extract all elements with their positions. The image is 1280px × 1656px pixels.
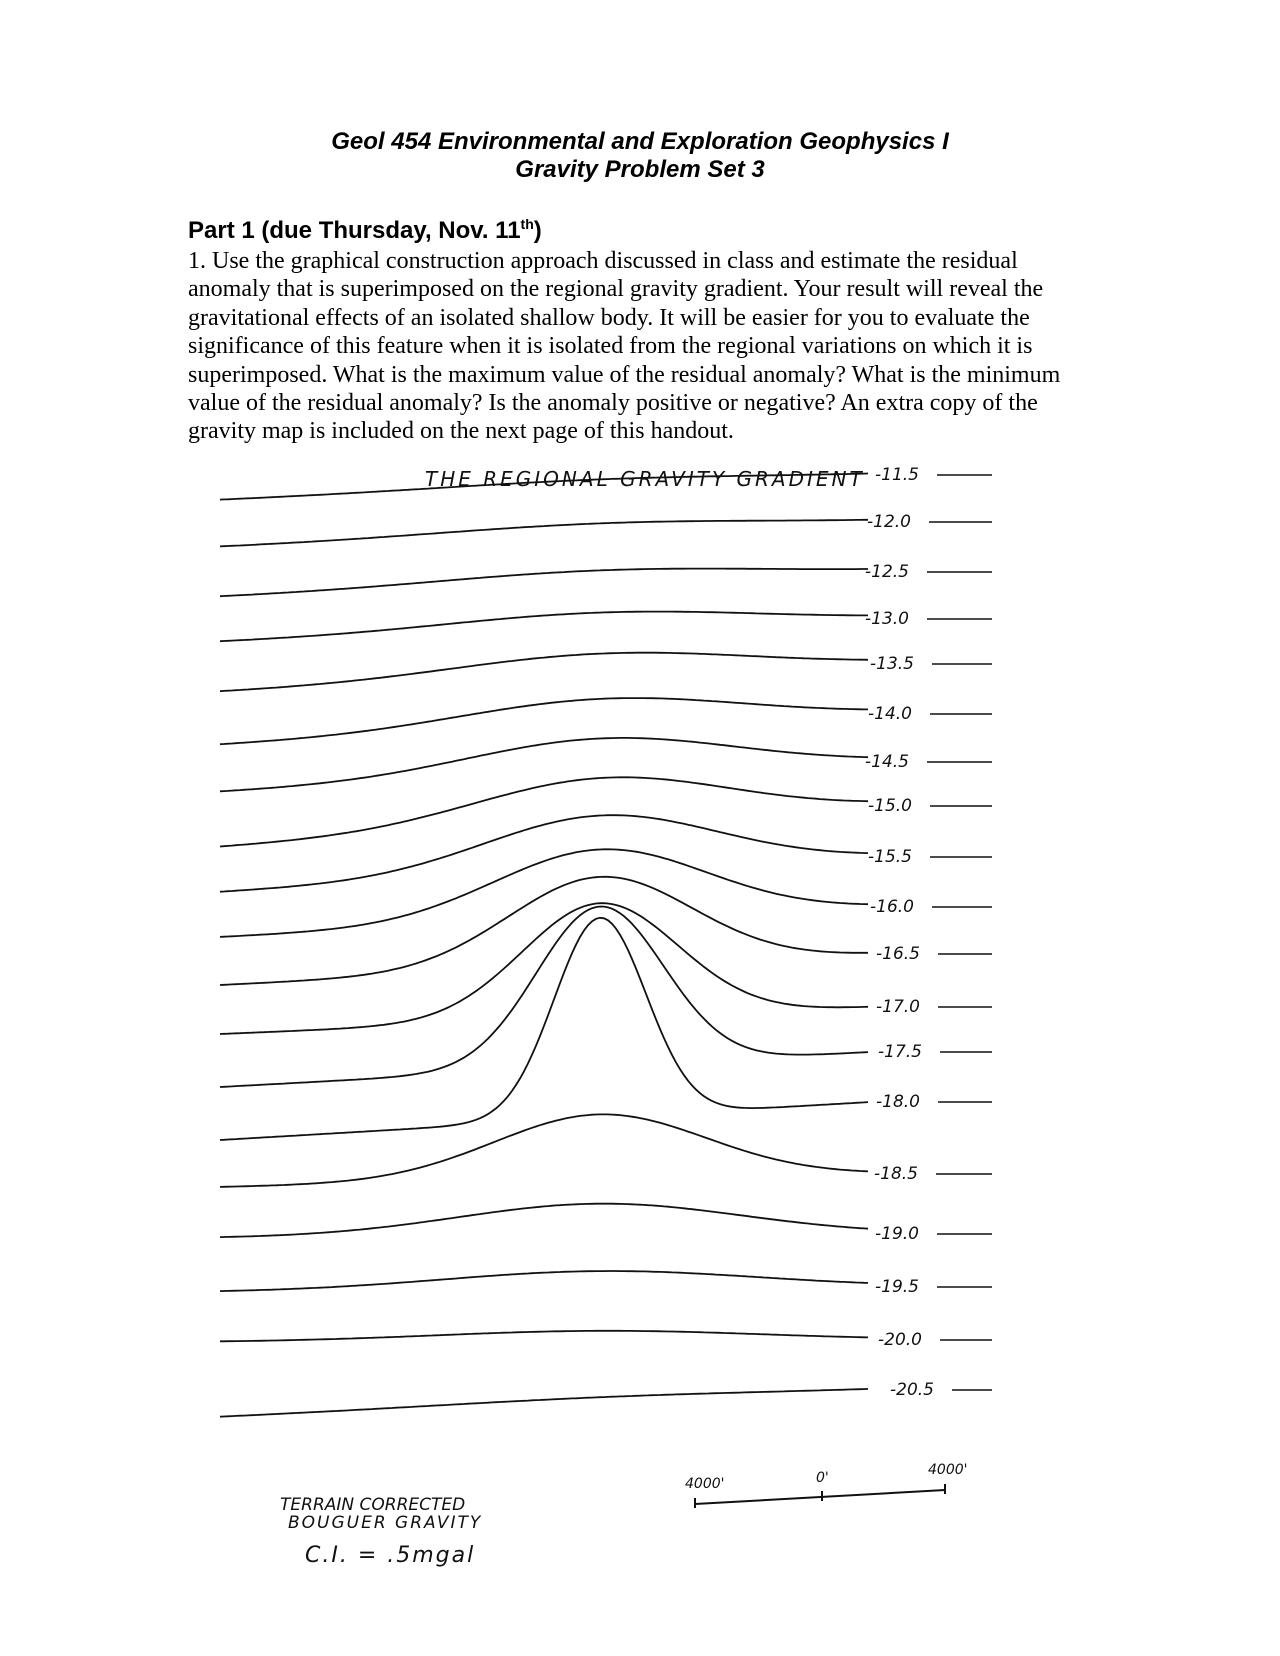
contour-line — [220, 903, 868, 1034]
contour-label: -13.0 — [865, 609, 909, 629]
scale-bar — [685, 1462, 967, 1508]
contour-label: -20.5 — [890, 1380, 934, 1400]
contour-label: -16.0 — [870, 897, 914, 917]
figure-heading: THE REGIONAL GRAVITY GRADIENT — [425, 467, 865, 491]
contour-label: -18.5 — [874, 1164, 918, 1184]
title-line-1: Geol 454 Environmental and Exploration Geophysics I — [331, 128, 949, 155]
contour-line — [220, 777, 868, 846]
gravity-contour-map — [210, 462, 1060, 1582]
contour-line — [220, 520, 868, 547]
legend-line-3: C.I. = .5mgal — [305, 1543, 476, 1568]
legend-line-1: TERRAIN CORRECTED — [280, 1495, 466, 1515]
contour-lines — [220, 474, 868, 1417]
contour-line — [220, 918, 868, 1140]
contour-line — [220, 1114, 868, 1187]
contour-label: -19.0 — [875, 1224, 919, 1244]
title-line-2: Gravity Problem Set 3 — [515, 156, 765, 183]
contour-label: -17.5 — [878, 1042, 922, 1062]
contour-line — [220, 569, 868, 597]
contour-label: -13.5 — [870, 654, 914, 674]
contour-label: -20.0 — [878, 1330, 922, 1350]
contour-line — [220, 738, 868, 791]
contour-label: -15.0 — [868, 796, 912, 816]
contour-label: -17.0 — [876, 997, 920, 1017]
contour-label: -14.0 — [868, 704, 912, 724]
contour-line — [220, 698, 868, 744]
part-heading-close: ) — [533, 217, 542, 244]
legend-line-2: BOUGUER GRAVITY — [288, 1513, 483, 1533]
contour-label: -12.0 — [867, 512, 911, 532]
contour-line — [220, 653, 868, 692]
contour-line — [220, 907, 868, 1088]
contour-line — [220, 849, 868, 937]
contour-label: -19.5 — [875, 1277, 919, 1297]
document-title — [0, 128, 1280, 184]
contour-line — [220, 1204, 868, 1238]
contour-label: -15.5 — [868, 847, 912, 867]
contour-line — [220, 1331, 868, 1342]
contour-label: -14.5 — [865, 752, 909, 772]
contour-line — [220, 1271, 868, 1291]
contour-label: -12.5 — [865, 562, 909, 582]
contour-line — [220, 1389, 868, 1417]
scale-bar-line — [695, 1490, 945, 1504]
contour-line — [220, 815, 868, 892]
part-heading-superscript: th — [520, 216, 534, 232]
contour-label: -16.5 — [876, 944, 920, 964]
scale-label-mid: 0' — [816, 1470, 829, 1486]
scale-label-right: 4000' — [928, 1462, 968, 1478]
contour-labels — [865, 465, 992, 1400]
contour-label: -11.5 — [875, 465, 919, 485]
problem-text: 1. Use the graphical construction approach discussed in class and estimate the residual anomaly that is superimposed on the regional gravity gradient. Your result will reveal the gravitational effects of an isolated shallow body. It will be easier for you to evaluate the significance of this feature when it is isolated from the regional variations on which it is superimposed. What is the maximum value of the residual anomaly? What is the minimum value of the residual anomaly? Is the anomaly positive or negative? An extra copy of the gravity map is included on the next page of this handout. — [188, 248, 1061, 445]
scale-label-left: 4000' — [685, 1476, 725, 1492]
part-heading — [188, 216, 542, 245]
part-heading-text: Part 1 (due Thursday, Nov. 11 — [188, 217, 521, 244]
contour-label: -18.0 — [876, 1092, 920, 1112]
contour-line — [220, 612, 868, 642]
